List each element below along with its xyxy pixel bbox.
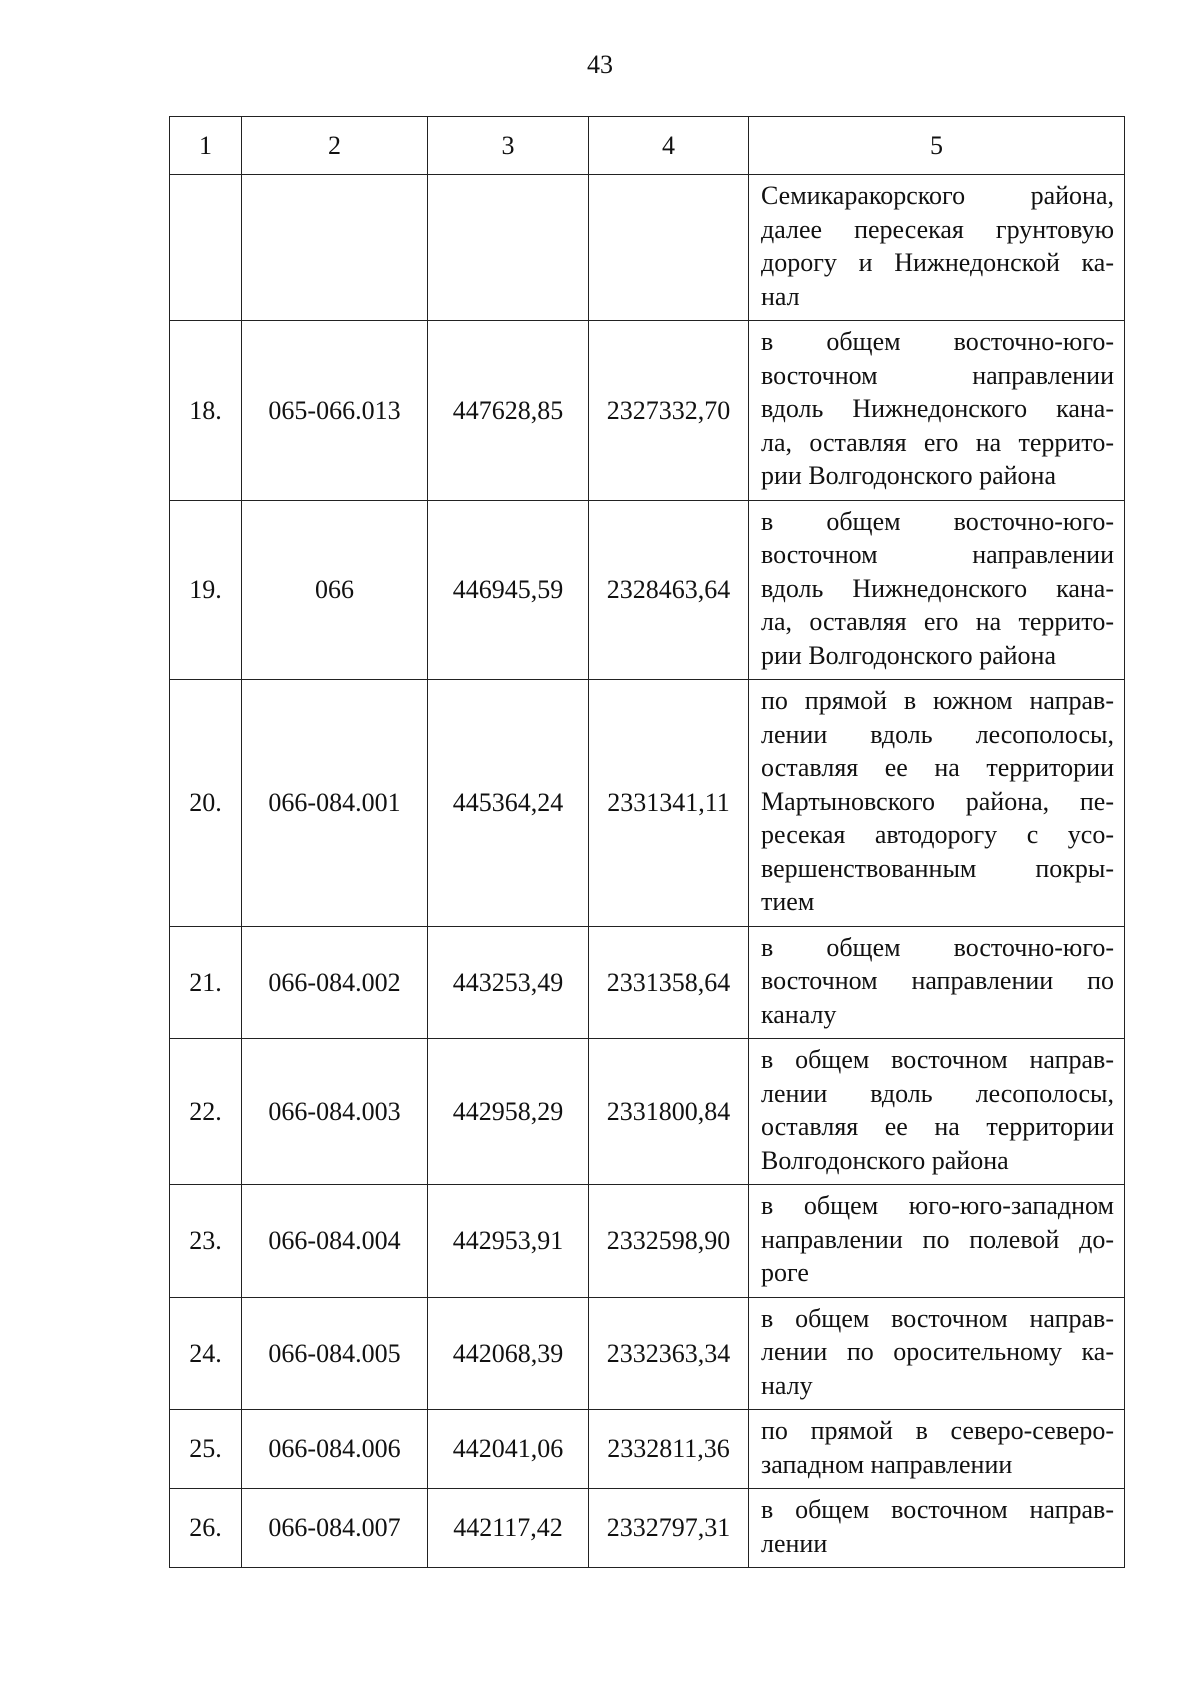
table-row [170,321,1125,501]
point-code-cell: 066-084.006 [242,1410,428,1489]
y-coordinate-cell: 2327332,70 [589,321,749,501]
point-code-cell: 066-084.001 [242,680,428,927]
column-header-4: 4 [589,117,749,175]
description-line: лении вдоль лесополосы, [761,719,1114,749]
point-code-cell: 066-084.004 [242,1185,428,1298]
description-line: нал [761,281,800,311]
description-line: Мартыновского района, пе- [761,786,1114,816]
y-coordinate-cell: 2332797,31 [589,1489,749,1568]
y-coordinate-cell: 2332363,34 [589,1297,749,1410]
description-line: в общем восточно-юго- [761,327,1114,356]
description-line: по прямой в северо-северо- [761,1416,1114,1445]
x-coordinate-cell: 442068,39 [428,1297,589,1410]
description-line: тием [761,887,815,916]
column-header-3: 3 [428,117,589,175]
row-number-cell: 23. [170,1185,242,1298]
x-coordinate-cell: 442958,29 [428,1039,589,1185]
row-number-cell: 18. [170,321,242,501]
x-coordinate-cell: 446945,59 [428,500,589,680]
table-row [170,926,1125,1039]
description-line: западном направлении [761,1449,1013,1479]
y-coordinate-cell: 2331358,64 [589,926,749,1039]
description-line: в общем восточном направ- [761,1045,1114,1074]
description-line: рии Волгодонского района [761,461,1056,490]
description-line: вдоль Нижнедонского кана- [761,394,1114,423]
point-code-cell: 066-084.005 [242,1297,428,1410]
boundary-table [169,116,1125,1568]
table-row [170,1039,1125,1185]
description-line: рии Волгодонского района [761,640,1056,670]
description-line: в общем восточном направ- [761,1495,1114,1524]
description-line: в общем восточно-юго- [761,932,1114,962]
column-header-1: 1 [170,117,242,175]
point-code-cell: 066 [242,500,428,680]
row-number-cell: 25. [170,1410,242,1489]
description-line: вершенствованным покры- [761,853,1114,883]
y-coordinate-cell: 2328463,64 [589,500,749,680]
row-number-cell: 20. [170,680,242,927]
description-line: налу [761,1370,813,1400]
x-coordinate-cell: 443253,49 [428,926,589,1039]
description-line: Волгодонского района [761,1145,1009,1175]
description-line: ла, оставляя его на террито- [761,427,1114,457]
table-row [170,500,1125,680]
table-row [170,1410,1125,1489]
description-line: в общем юго-юго-западном [761,1191,1114,1220]
row-number-cell: 19. [170,500,242,680]
point-code-cell: 066-084.003 [242,1039,428,1185]
description-line: оставляя ее на территории [761,753,1114,782]
description-cell [749,926,1125,1039]
point-code-cell: 066-084.002 [242,926,428,1039]
row-number-cell [170,175,242,321]
description-line: в общем восточно-юго- [761,506,1114,536]
description-cell [749,1297,1125,1410]
table-header-row [170,117,1125,175]
table-row [170,1297,1125,1410]
y-coordinate-cell: 2332811,36 [589,1410,749,1489]
description-line: ресекая автодорогу с усо- [761,820,1114,849]
description-line: далее пересекая грунтовую [761,214,1114,244]
point-code-cell [242,175,428,321]
row-number-cell: 22. [170,1039,242,1185]
description-line: оставляя ее на территории [761,1112,1114,1141]
x-coordinate-cell: 445364,24 [428,680,589,927]
point-code-cell: 065-066.013 [242,321,428,501]
column-header-5: 5 [749,117,1125,175]
table-row [170,1185,1125,1298]
x-coordinate-cell: 447628,85 [428,321,589,501]
description-line: лении вдоль лесополосы, [761,1078,1114,1108]
description-cell [749,680,1125,927]
description-line: в общем восточном направ- [761,1303,1114,1333]
description-cell [749,1410,1125,1489]
description-line: роге [761,1258,809,1287]
x-coordinate-cell: 442041,06 [428,1410,589,1489]
description-line: каналу [761,999,837,1029]
y-coordinate-cell [589,175,749,321]
description-cell [749,175,1125,321]
x-coordinate-cell [428,175,589,321]
column-header-2: 2 [242,117,428,175]
y-coordinate-cell: 2331341,11 [589,680,749,927]
description-cell [749,1039,1125,1185]
y-coordinate-cell: 2332598,90 [589,1185,749,1298]
description-line: Семикаракорского района, [761,181,1114,210]
y-coordinate-cell: 2331800,84 [589,1039,749,1185]
table-body [170,117,1125,1568]
table-row [170,175,1125,321]
description-cell [749,321,1125,501]
description-cell [749,1489,1125,1568]
row-number-cell: 21. [170,926,242,1039]
description-line: восточном направлении [761,540,1114,569]
description-line: восточном направлении по [761,966,1114,995]
description-line: ла, оставляя его на террито- [761,607,1114,636]
row-number-cell: 24. [170,1297,242,1410]
table-row [170,680,1125,927]
description-line: вдоль Нижнедонского кана- [761,573,1114,603]
description-line: направлении по полевой до- [761,1224,1114,1254]
description-line: по прямой в южном направ- [761,686,1114,715]
row-number-cell: 26. [170,1489,242,1568]
x-coordinate-cell: 442953,91 [428,1185,589,1298]
description-line: лении по оросительному ка- [761,1337,1114,1366]
x-coordinate-cell: 442117,42 [428,1489,589,1568]
point-code-cell: 066-084.007 [242,1489,428,1568]
description-cell [749,500,1125,680]
table-row [170,1489,1125,1568]
page-number: 43 [587,50,613,79]
description-line: дорогу и Нижнедонской ка- [761,248,1114,277]
description-cell [749,1185,1125,1298]
description-line: восточном направлении [761,360,1114,390]
description-line: лении [761,1528,828,1558]
